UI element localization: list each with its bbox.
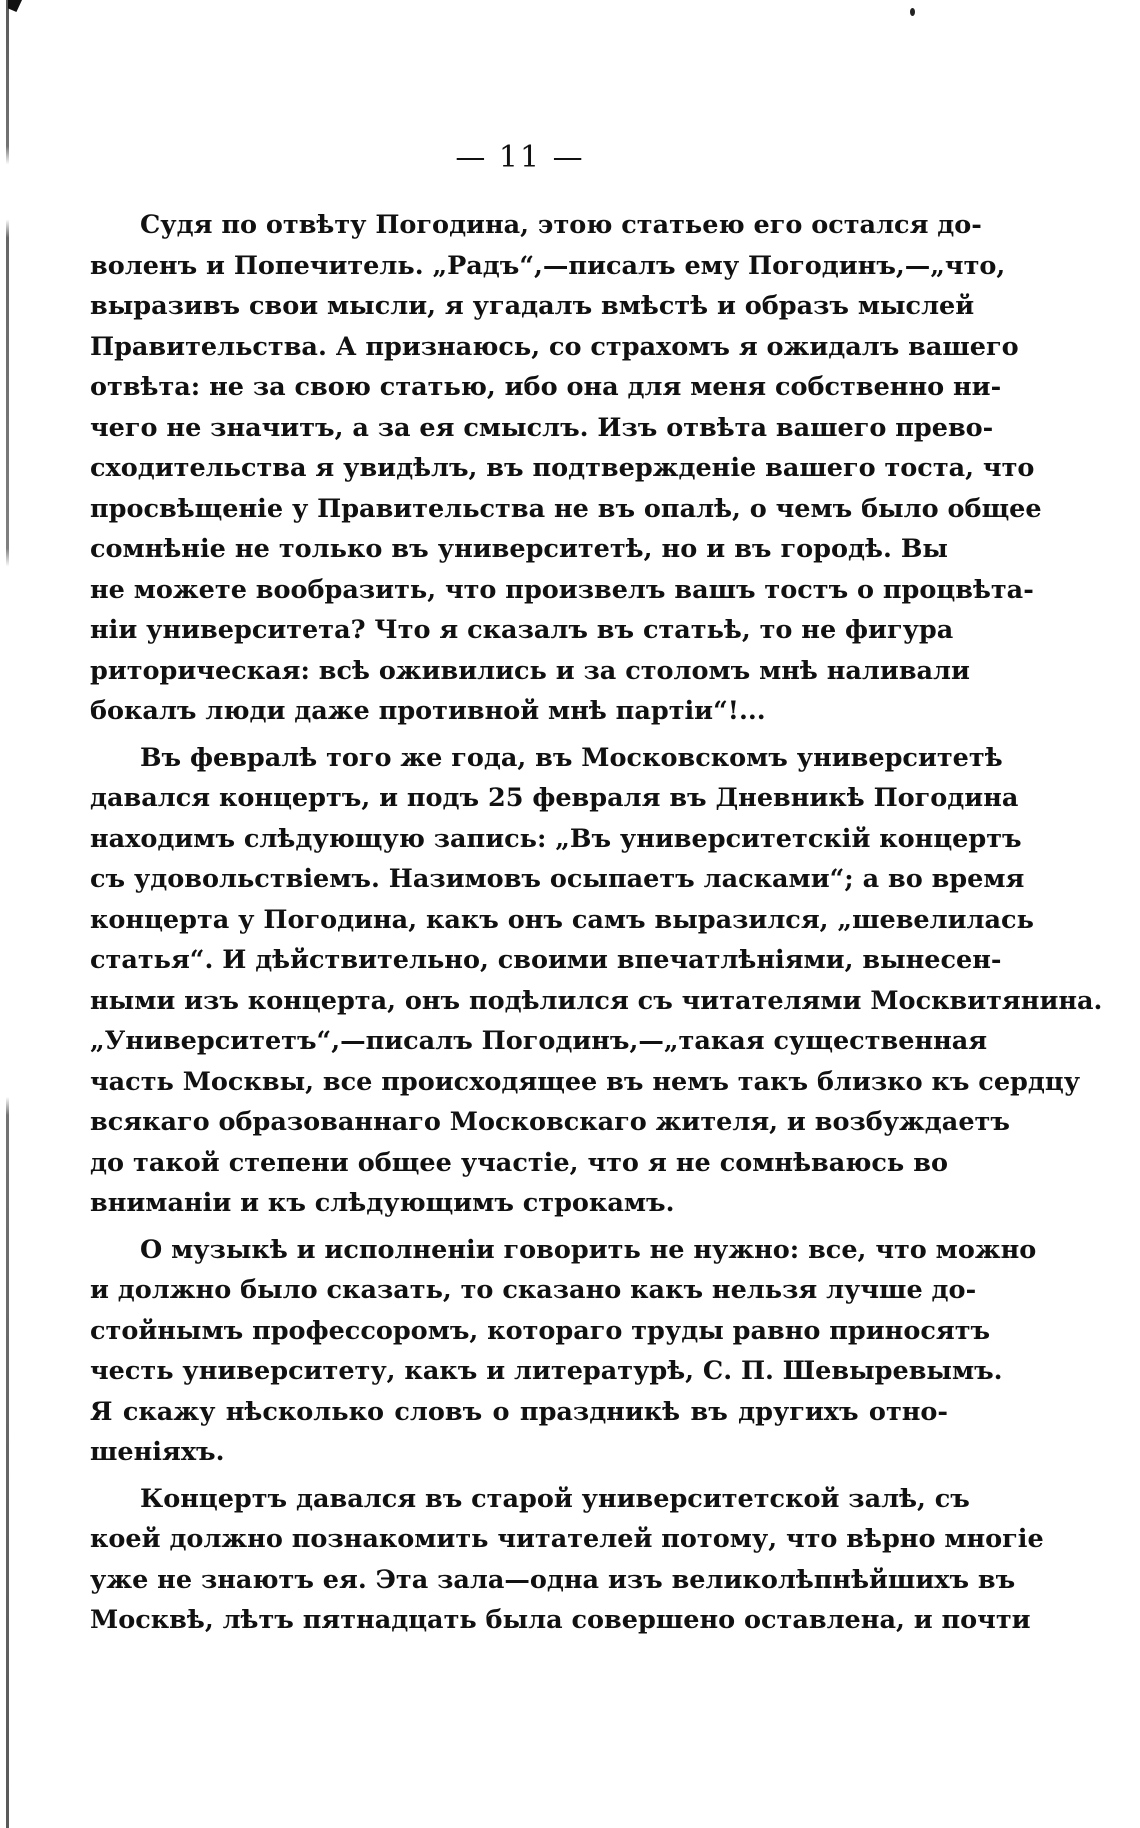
text-line: отвѣта: не за свою статью, ибо она для меня собственно ни- [90,372,1002,402]
text-line: О музыкѣ и исполненіи говорить не нужно: все, что можно [140,1234,1037,1265]
text-line: не можете вообразить, что произвелъ вашъ тостъ о процвѣта- [90,574,1034,605]
text-line: часть Москвы, все происходящее въ немъ такъ близко къ сердцу [90,1066,1081,1097]
text-line: честь университету, какъ и литературѣ, С. П. Шевыревымъ. [90,1356,1003,1386]
text-line: находимъ слѣдующую запись: „Въ университетскій концертъ [90,823,1022,854]
text-line: статья“. И дѣйствительно, своими впечатлѣніями, вынесен- [90,945,1002,975]
text-line: стойнымъ профессоромъ, котораго труды равно приносятъ [90,1315,991,1346]
text-line: съ удовольствіемъ. Назимовъ осыпаетъ ласками“; а во время [90,864,1025,894]
text-line: сходительства я увидѣлъ, въ подтвержденіе вашего тоста, что [90,453,1035,483]
text-line: „Университетъ“,—писалъ Погодинъ,—„такая существенная [90,1026,988,1056]
text-line: Концертъ давался въ старой университетской залѣ, съ [140,1483,970,1514]
text-line: концерта у Погодина, какъ онъ самъ выразился, „шевелилась [90,904,1034,935]
text-line: давался концертъ, и подъ 25 февраля въ Дневникѣ Погодина [90,783,1019,813]
text-line: сомнѣніе не только въ университетѣ, но и въ городѣ. Вы [90,534,948,564]
page-number: — 11 — [455,140,585,175]
text-line: до такой степени общее участіе, что я не сомнѣваюсь во [90,1147,948,1178]
text-line: коей должно познакомить читателей потому, что вѣрно многіе [90,1524,1044,1554]
scan-left-edge [6,0,9,1828]
text-line: Судя по отвѣту Погодина, этою статьею его остался до- [140,210,982,240]
text-line: Я скажу нѣсколько словъ о праздникѣ въ другихъ отно- [90,1396,948,1427]
text-line: вниманіи и къ слѣдующимъ строкамъ. [90,1188,675,1218]
text-line: уже не знаютъ ея. Эта зала—одна изъ великолѣпнѣйшихъ въ [90,1564,1016,1595]
text-line: ніи университета? Что я сказалъ въ статьѣ, то не фигура [90,615,954,645]
scan-corner-mark [8,0,22,12]
body-text [90,205,1103,1641]
text-line: Въ февралѣ того же года, въ Московскомъ университетѣ [140,742,1003,773]
text-line: выразивъ свои мысли, я угадалъ вмѣстѣ и образъ мыслей [90,291,975,321]
text-line: просвѣщеніе у Правительства не въ опалѣ, о чемъ было общее [90,493,1042,524]
text-line: и должно было сказать, то сказано какъ нельзя лучше до- [90,1275,977,1305]
text-line: Правительства. А признаюсь, со страхомъ я ожидалъ вашего [90,331,1019,362]
text-line: чего не значитъ, а за ея смыслъ. Изъ отвѣта вашего прево- [90,412,994,443]
text-line: риторическая: всѣ оживились и за столомъ мнѣ наливали [90,655,970,686]
text-line: шеніяхъ. [90,1437,225,1467]
text-line: Москвѣ, лѣтъ пятнадцать была совершено оставлена, и почти [90,1605,1031,1635]
text-line: воленъ и Попечитель. „Радъ“,—писалъ ему Погодинъ,—„что, [90,250,1006,281]
text-line: ными изъ концерта, онъ подѣлился съ читателями Москвитянина. [90,985,1103,1016]
scan-speck [910,8,915,16]
text-line: бокалъ люди даже противной мнѣ партіи“!... [90,696,766,726]
text-line: всякаго образованнаго Московскаго жителя, и возбуждаетъ [90,1107,1010,1137]
